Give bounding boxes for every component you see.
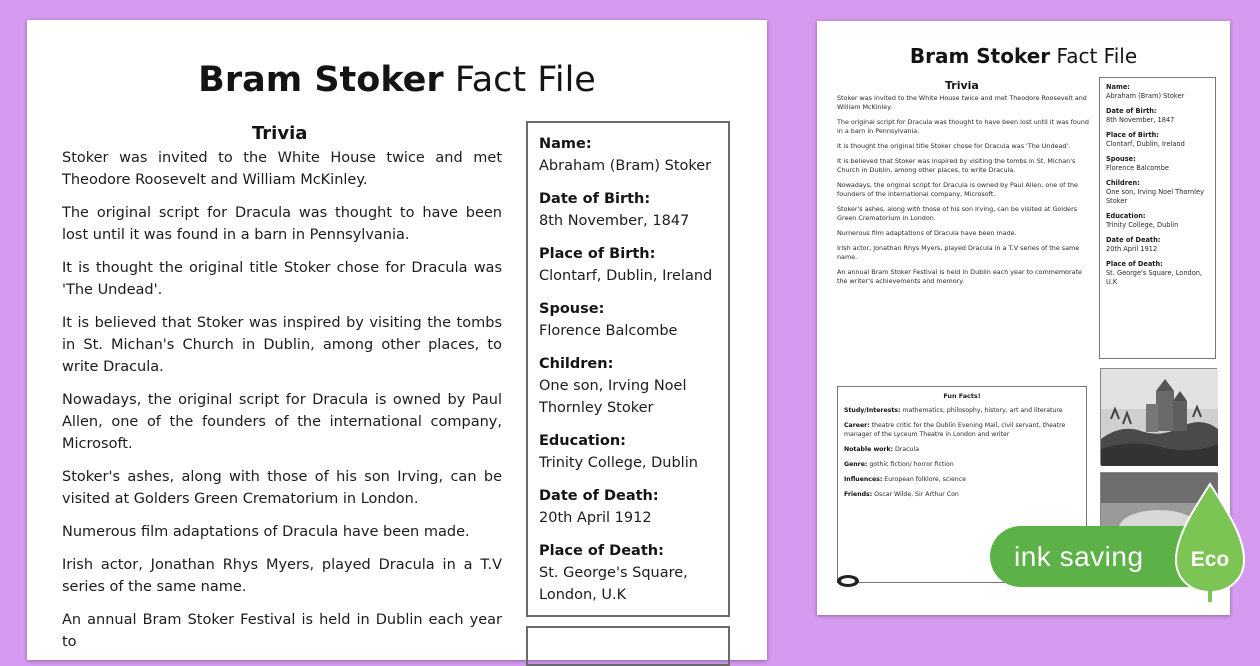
fact-label: Place of Death: (1106, 260, 1163, 268)
fun-fact-value: Dracula (895, 446, 919, 453)
title-bold: Bram Stoker (198, 60, 444, 100)
title-rest: Fact File (1056, 44, 1138, 68)
eco-leaf-icon (1172, 482, 1248, 602)
fun-fact-row (844, 475, 1080, 484)
trivia-item: Irish actor, Jonathan Rhys Myers, played Dracula in a T.V series of the same name. (62, 557, 502, 595)
fun-fact-value: Oscar Wilde, Sir Arthur Con (874, 491, 959, 498)
trivia-item: It is thought the original title Stoker chose for Dracula was 'The Undead'. (837, 142, 1071, 150)
publisher-logo-icon (836, 574, 860, 588)
trivia-list (837, 94, 1089, 292)
trivia-heading: Trivia (252, 123, 308, 144)
fact-value: Trinity College, Dublin (539, 455, 698, 471)
fun-fact-row (844, 406, 1080, 415)
fact-label: Date of Birth: (539, 191, 651, 207)
fact-value: 20th April 1912 (539, 510, 652, 526)
fact-value: St. George's Square, London, U.K (539, 565, 688, 603)
title-bold: Bram Stoker (909, 44, 1051, 68)
fact-value: One son, Irving Noel Thornley Stoker (1106, 188, 1204, 205)
fact-label: Spouse: (539, 301, 605, 317)
fact-value: St. George's Square, London, U.K (1106, 269, 1203, 286)
fun-fact-label: Notable work: (844, 446, 894, 453)
fact-label: Spouse: (1106, 155, 1136, 163)
trivia-item: Stoker's ashes, along with those of his son Irving, can be visited at Golders Green Crematorium in London. (837, 205, 1078, 222)
fact-label: Children: (1106, 179, 1140, 187)
trivia-item: It is believed that Stoker was inspired by visiting the tombs in St. Michan's Church in Dublin, among other places, to write Dracula. (837, 157, 1076, 174)
trivia-item: Nowadays, the original script for Dracula is owned by Paul Allen, one of the founders of the international company, Microsoft. (837, 181, 1078, 198)
fact-value: Abraham (Bram) Stoker (1106, 92, 1185, 100)
fun-fact-row (844, 421, 1080, 439)
fun-fact-value: European folklore, science (884, 476, 966, 483)
trivia-item: It is believed that Stoker was inspired by visiting the tombs in St. Michan's Church in Dublin, among other places, to write Dracula. (62, 315, 502, 375)
fact-value: Clontarf, Dublin, Ireland (1106, 140, 1185, 148)
trivia-heading: Trivia (945, 79, 979, 92)
trivia-item: The original script for Dracula was thought to have been lost until it was found in a barn in Pennsylvania. (837, 118, 1089, 135)
trivia-list (62, 147, 502, 664)
fact-label: Education: (1106, 212, 1146, 220)
fun-fact-row (844, 490, 1080, 499)
fact-value: Florence Balcombe (1106, 164, 1169, 172)
eco-leaf-label: Eco (1190, 548, 1230, 571)
fun-fact-value: mathematics, philosophy, history, art and literature (902, 407, 1063, 414)
fact-value: Abraham (Bram) Stoker (539, 158, 712, 174)
facts-box (1099, 77, 1216, 359)
fun-fact-label: Influences: (844, 476, 883, 483)
trivia-item: Numerous film adaptations of Dracula have been made. (62, 524, 470, 540)
fact-file-page-large (27, 20, 767, 660)
fun-fact-value: gothic fiction/ horror fiction (869, 461, 954, 468)
fun-fact-label: Career: (844, 422, 870, 429)
second-box-edge (526, 626, 730, 666)
fact-label: Date of Death: (1106, 236, 1161, 244)
fact-value: One son, Irving Noel Thornley Stoker (539, 378, 687, 416)
fact-value: 8th November, 1847 (1106, 116, 1175, 124)
fun-fact-label: Study/Interests: (844, 407, 901, 414)
fact-label: Name: (1106, 83, 1130, 91)
fun-facts-title: Fun Facts! (943, 392, 981, 400)
trivia-item: The original script for Dracula was thought to have been lost until it was found in a barn in Pennsylvania. (62, 205, 502, 243)
castle-illustration (1101, 369, 1218, 466)
ink-saving-label: ink saving (1014, 540, 1144, 572)
fact-value: 8th November, 1847 (539, 213, 690, 229)
title-rest: Fact File (454, 60, 596, 100)
fact-value: Florence Balcombe (539, 323, 678, 339)
fact-label: Place of Birth: (1106, 131, 1159, 139)
fun-fact-label: Friends: (844, 491, 873, 498)
trivia-item: Stoker was invited to the White House twice and met Theodore Roosevelt and William McKinley. (62, 150, 502, 188)
trivia-item: Irish actor, Jonathan Rhys Myers, played Dracula in a T.V series of the same name. (837, 244, 1080, 261)
fact-label: Place of Death: (539, 543, 664, 559)
fact-label: Date of Death: (539, 488, 659, 504)
fun-fact-row (844, 460, 1080, 469)
fact-value: Trinity College, Dublin (1106, 221, 1179, 229)
fact-label: Place of Birth: (539, 246, 656, 262)
page-title (27, 60, 767, 100)
fact-label: Date of Birth: (1106, 107, 1157, 115)
trivia-item: An annual Bram Stoker Festival is held in Dublin each year to (62, 612, 502, 650)
trivia-item: It is thought the original title Stoker chose for Dracula was 'The Undead'. (62, 260, 502, 298)
fun-fact-row (844, 445, 1080, 454)
fact-value: 20th April 1912 (1106, 245, 1158, 253)
facts-box (526, 121, 730, 617)
trivia-item: Stoker was invited to the White House twice and met Theodore Roosevelt and William McKinley. (837, 94, 1087, 111)
castle-photo (1100, 368, 1217, 465)
page-title (817, 44, 1230, 68)
fact-label: Name: (539, 136, 592, 152)
fact-label: Education: (539, 433, 626, 449)
trivia-item: Nowadays, the original script for Dracula is owned by Paul Allen, one of the founders of the international company, Microsoft. (62, 392, 502, 452)
trivia-item: Numerous film adaptations of Dracula have been made. (837, 229, 1017, 237)
trivia-item: An annual Bram Stoker Festival is held in Dublin each year to commemorate the writer's achievements and memory. (837, 268, 1082, 285)
fact-label: Children: (539, 356, 614, 372)
trivia-item: Stoker's ashes, along with those of his son Irving, can be visited at Golders Green Crematorium in London. (62, 469, 502, 507)
fun-fact-label: Genre: (844, 461, 868, 468)
fun-fact-value: theatre critic for the Dublin Evening Mail, civil servant, theatre manager of the Lyceum Theatre in London and writer (844, 422, 1066, 438)
fact-value: Clontarf, Dublin, Ireland (539, 268, 713, 284)
